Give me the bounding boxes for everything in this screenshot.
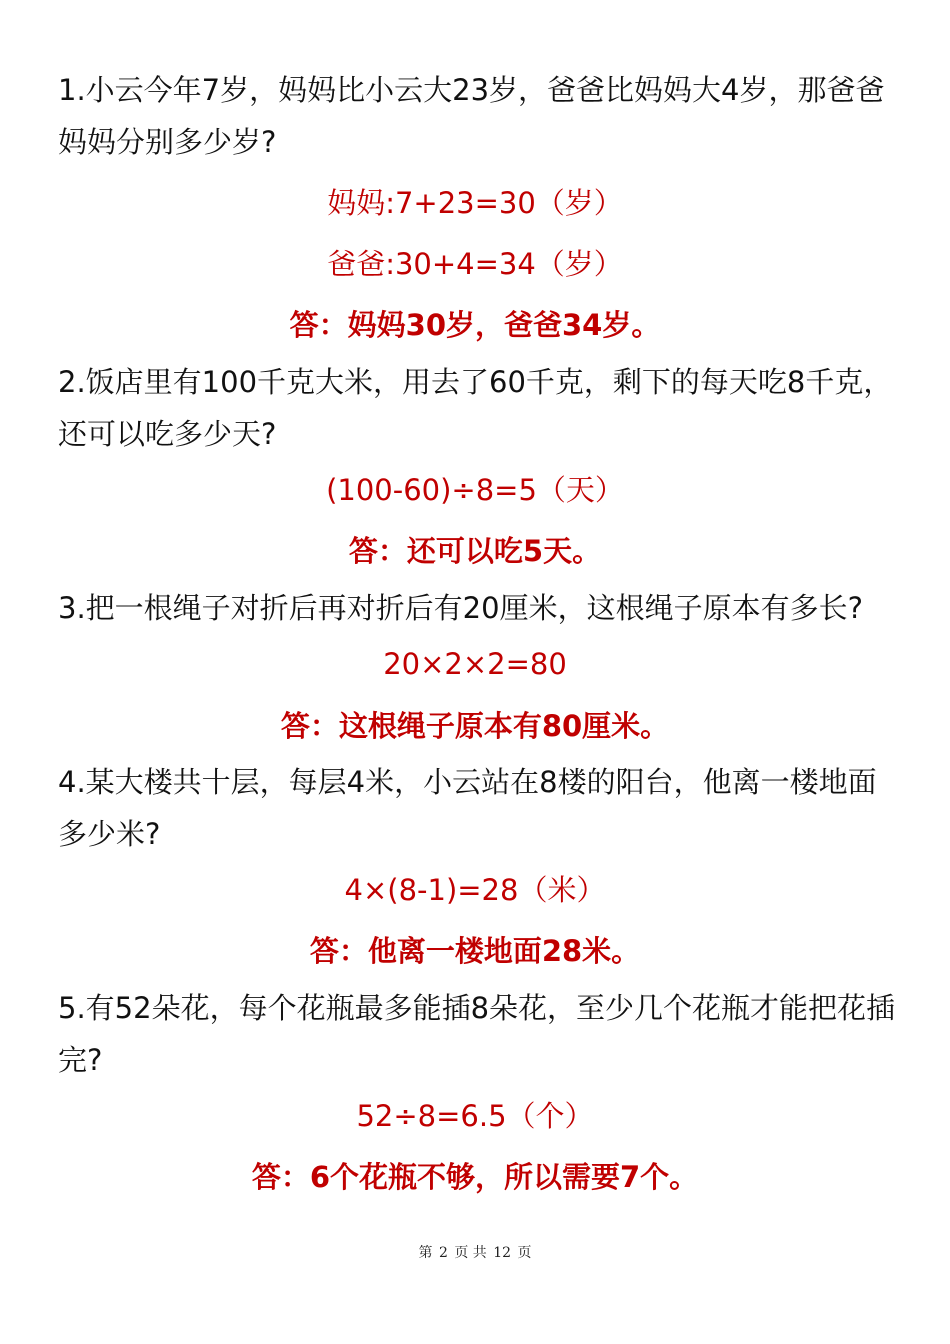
footer-total-pages: 12 bbox=[493, 1245, 512, 1261]
footer-prefix: 第 bbox=[418, 1245, 433, 1261]
question-3: 3.把一根绳子对折后再对折后有20厘米，这根绳子原本有多长? bbox=[58, 591, 863, 625]
question-1: 1.小云今年7岁，妈妈比小云大23岁，爸爸比妈妈大4岁，那爸爸妈妈分别多少岁? bbox=[58, 73, 885, 159]
answer-2: 答：还可以吃5天。 bbox=[348, 534, 602, 568]
footer-suffix: 页 bbox=[517, 1245, 532, 1261]
solution-5-step-1: 52÷8=6.5（个） bbox=[356, 1099, 594, 1133]
question-2: 2.饭店里有100千克大米，用去了60千克，剩下的每天吃8千克，还可以吃多少天? bbox=[58, 365, 893, 451]
solution-2-step-1: (100-60)÷8=5（天） bbox=[326, 473, 624, 507]
answer-1: 答：妈妈30岁，爸爸34岁。 bbox=[289, 308, 661, 342]
answer-3: 答：这根绳子原本有80厘米。 bbox=[280, 709, 670, 743]
solution-4-step-1: 4×(8-1)=28（米） bbox=[344, 873, 606, 907]
solution-1-step-1: 妈妈:7+23=30（岁） bbox=[327, 186, 623, 220]
answer-4: 答：他离一楼地面28米。 bbox=[309, 934, 641, 968]
footer-mid: 页 共 bbox=[454, 1245, 487, 1261]
solution-1-step-2: 爸爸:30+4=34（岁） bbox=[327, 247, 623, 281]
solution-3-step-1: 20×2×2=80 bbox=[383, 647, 567, 681]
page-footer bbox=[0, 1243, 950, 1263]
footer-page-number: 2 bbox=[438, 1245, 448, 1261]
question-5: 5.有52朵花，每个花瓶最多能插8朵花，至少几个花瓶才能把花插完? bbox=[58, 991, 896, 1077]
question-4: 4.某大楼共十层，每层4米，小云站在8楼的阳台，他离一楼地面多少米? bbox=[58, 765, 877, 851]
answer-5: 答：6个花瓶不够，所以需要7个。 bbox=[251, 1160, 699, 1194]
